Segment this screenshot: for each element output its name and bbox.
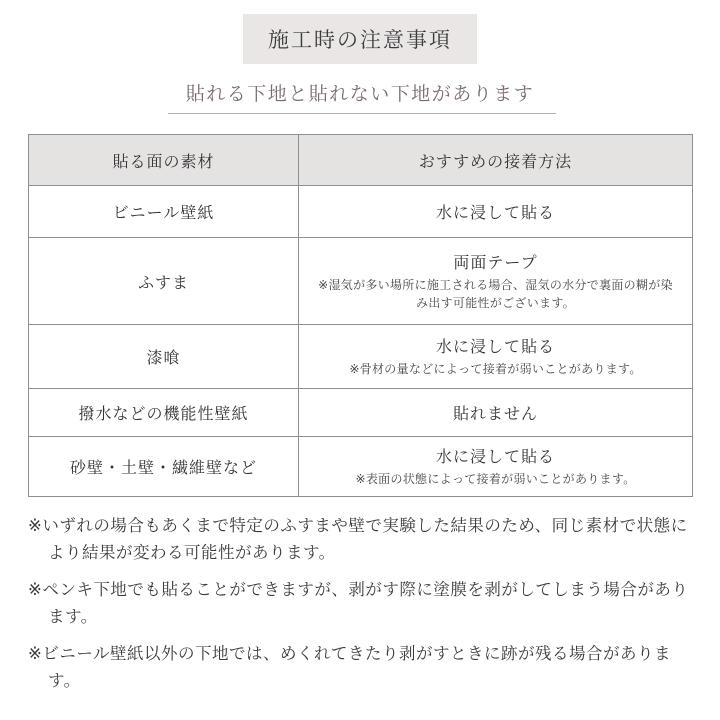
surface-cell: ビニール壁紙 bbox=[29, 186, 299, 238]
method-text: 水に浸して貼る bbox=[435, 203, 555, 222]
table-row bbox=[29, 325, 693, 389]
table-header-row bbox=[29, 135, 693, 186]
table-row bbox=[29, 186, 693, 238]
method-text: 水に浸して貼る bbox=[435, 337, 555, 357]
subtitle-underline bbox=[168, 113, 556, 114]
method-note: ※湿気が多い場所に施工される場合、湿気の水分で裏面の糊が染み出す可能性がございます。 bbox=[318, 278, 673, 310]
method-text: 水に浸して貼る bbox=[435, 447, 555, 467]
column-header-method: おすすめの接着方法 bbox=[299, 135, 693, 186]
method-cell bbox=[299, 389, 693, 437]
method-text: 両面テープ bbox=[453, 253, 538, 273]
table-row bbox=[29, 437, 693, 497]
method-cell bbox=[299, 238, 693, 325]
surface-cell: ふすま bbox=[29, 238, 299, 325]
caution-note: ※ビニール壁紙以外の下地では、めくれてきたり剥がすときに跡が残る場合があります。 bbox=[28, 644, 671, 690]
surface-cell: 撥水などの機能性壁紙 bbox=[29, 389, 299, 437]
caution-note: ※ペンキ下地でも貼ることができますが、剥がす際に塗膜を剥がしてしまう場合があります。 bbox=[28, 580, 689, 626]
table-row bbox=[29, 389, 693, 437]
surface-cell: 漆喰 bbox=[29, 325, 299, 389]
page-title: 施工時の注意事項 bbox=[243, 14, 477, 64]
caution-note: ※いずれの場合もあくまで特定のふすまや壁で実験した結果のため、同じ素材で状態により結果が変わる可能性があります。 bbox=[28, 516, 688, 562]
caution-notes bbox=[28, 512, 700, 704]
method-note: ※骨材の量などによって接着が弱いことがあります。 bbox=[349, 362, 642, 377]
adhesion-table bbox=[28, 134, 693, 497]
column-header-surface: 貼る面の素材 bbox=[29, 135, 299, 186]
surface-cell: 砂壁・土壁・繊維壁など bbox=[29, 437, 299, 497]
method-cell bbox=[299, 325, 693, 389]
method-cell bbox=[299, 437, 693, 497]
page-subtitle: 貼れる下地と貼れない下地があります bbox=[185, 83, 535, 105]
method-note: ※表面の状態によって接着が弱いことがあります。 bbox=[355, 472, 636, 487]
table-row bbox=[29, 238, 693, 325]
method-cell bbox=[299, 186, 693, 238]
method-text: 貼れません bbox=[452, 404, 538, 423]
